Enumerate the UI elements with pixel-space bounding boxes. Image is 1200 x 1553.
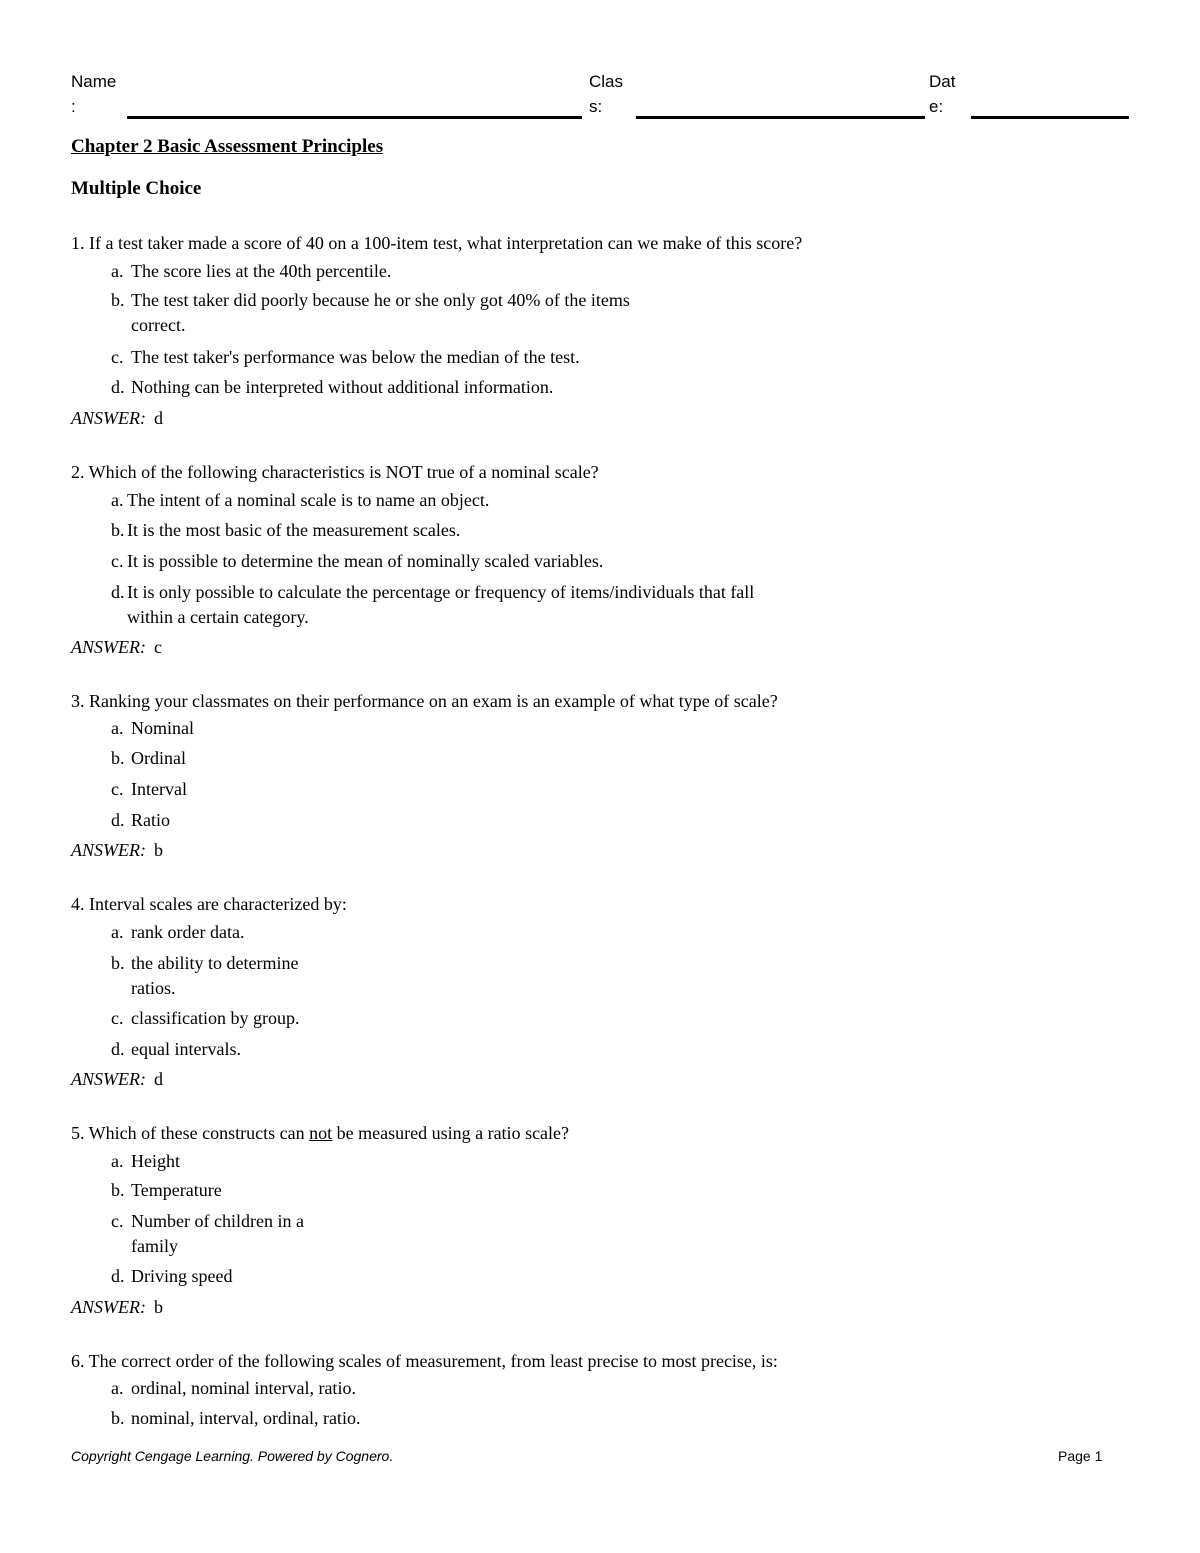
option-letter: b. — [111, 953, 125, 973]
question-3-stem: 3. Ranking your classmates on their performance on an exam is an example of what type of scale? — [71, 691, 778, 711]
stem-emphasis: not — [309, 1123, 333, 1143]
question-4-answer — [71, 1067, 163, 1091]
option-text: It is the most basic of the measurement scales. — [127, 520, 461, 540]
question-1-option-d[interactable] — [111, 375, 553, 400]
option-letter: b. — [111, 290, 125, 310]
question-1-stem: 1. If a test taker made a score of 40 on a 100-item test, what interpretation can we make of this score? — [71, 233, 803, 253]
section-title: Multiple Choice — [71, 178, 202, 199]
option-letter: b. — [111, 748, 125, 768]
question-3-option-b[interactable] — [111, 746, 186, 771]
question-4-stem: 4. Interval scales are characterized by: — [71, 894, 347, 914]
question-5-option-b[interactable] — [111, 1178, 222, 1203]
question-1-option-a[interactable] — [111, 259, 391, 284]
answer-value: c — [153, 637, 162, 657]
option-letter: b. — [111, 1180, 125, 1200]
option-letter: c. — [111, 1008, 124, 1028]
stem-text: be measured using a ratio scale? — [332, 1123, 570, 1143]
question-2-answer — [71, 635, 162, 659]
option-text: ordinal, nominal interval, ratio. — [131, 1378, 356, 1398]
class-label: Clas — [589, 72, 624, 91]
option-text: The test taker's performance was below the median of the test. — [131, 347, 580, 367]
option-letter: a. — [111, 718, 124, 738]
option-letter: a. — [111, 1378, 124, 1398]
answer-label: ANSWER: — [71, 408, 146, 428]
answer-value: b — [153, 1297, 163, 1317]
option-text: Number of children in a family — [131, 1211, 304, 1256]
option-text: Interval — [131, 779, 187, 799]
option-letter: b. — [111, 1408, 125, 1428]
answer-label: ANSWER: — [71, 1297, 146, 1317]
option-text: Temperature — [131, 1180, 222, 1200]
option-letter: c. — [111, 347, 124, 367]
answer-value: d — [153, 1069, 163, 1089]
option-letter: d. — [111, 377, 125, 397]
question-2-option-c[interactable] — [111, 549, 603, 574]
option-text: The test taker did poorly because he or she only got 40% of the items correct. — [131, 290, 630, 335]
answer-value: b — [153, 840, 163, 860]
option-letter: c. — [111, 779, 124, 799]
class-field-line[interactable] — [636, 116, 925, 119]
answer-label: ANSWER: — [71, 840, 146, 860]
option-text: Ordinal — [131, 748, 186, 768]
option-letter: d. — [111, 582, 125, 602]
option-text: It is possible to determine the mean of nominally scaled variables. — [127, 551, 604, 571]
question-5-answer — [71, 1295, 163, 1319]
option-text: classification by group. — [131, 1008, 300, 1028]
option-letter: d. — [111, 810, 125, 830]
page-number: Page 1 — [1058, 1448, 1103, 1464]
question-2-option-b[interactable] — [111, 518, 460, 543]
question-1-option-b[interactable] — [111, 288, 630, 338]
option-letter: a. — [111, 261, 124, 281]
question-4-option-c[interactable] — [111, 1006, 299, 1031]
question-6-option-a[interactable] — [111, 1376, 356, 1401]
option-text: Nominal — [131, 718, 194, 738]
answer-label: ANSWER: — [71, 637, 146, 657]
option-text: Driving speed — [131, 1266, 233, 1286]
copyright-footer: Copyright Cengage Learning. Powered by Cognero. — [71, 1448, 394, 1464]
option-letter: c. — [111, 551, 124, 571]
answer-label: ANSWER: — [71, 1069, 146, 1089]
option-text: Ratio — [131, 810, 170, 830]
question-4-option-a[interactable] — [111, 920, 244, 945]
question-5-option-c[interactable] — [111, 1209, 304, 1259]
name-label-colon: : — [71, 97, 76, 116]
option-text: Nothing can be interpreted without additional information. — [131, 377, 554, 397]
chapter-title: Chapter 2 Basic Assessment Principles — [71, 136, 384, 157]
question-6-option-b[interactable] — [111, 1406, 360, 1431]
question-2-stem: 2. Which of the following characteristics is NOT true of a nominal scale? — [71, 462, 599, 482]
option-text: The intent of a nominal scale is to name an object. — [127, 490, 490, 510]
question-5-option-d[interactable] — [111, 1264, 232, 1289]
option-text: It is only possible to calculate the percentage or frequency of items/individuals that fall within a certain category. — [127, 582, 755, 627]
option-text: the ability to determine ratios. — [131, 953, 299, 998]
question-4-option-d[interactable] — [111, 1037, 241, 1062]
date-label: Dat — [929, 72, 956, 91]
class-label-suffix: s: — [589, 97, 603, 116]
option-text: rank order data. — [131, 922, 245, 942]
name-field-line[interactable] — [127, 116, 582, 119]
question-6-stem: 6. The correct order of the following scales of measurement, from least precise to most precise, is: — [71, 1351, 778, 1371]
question-3-option-a[interactable] — [111, 716, 194, 741]
question-1-answer — [71, 406, 163, 430]
stem-text: 5. Which of these constructs can — [71, 1123, 310, 1143]
option-letter: d. — [111, 1039, 125, 1059]
option-text: Height — [131, 1151, 180, 1171]
option-letter: b. — [111, 520, 125, 540]
option-letter: c. — [111, 1211, 124, 1231]
question-3-answer — [71, 838, 163, 862]
name-label: Name — [71, 72, 117, 91]
answer-value: d — [153, 408, 163, 428]
question-1-option-c[interactable] — [111, 345, 580, 370]
option-letter: a. — [111, 490, 124, 510]
option-letter: a. — [111, 1151, 124, 1171]
option-text: equal intervals. — [131, 1039, 241, 1059]
option-text: The score lies at the 40th percentile. — [131, 261, 392, 281]
option-letter: a. — [111, 922, 124, 942]
question-3-option-d[interactable] — [111, 808, 170, 833]
option-text: nominal, interval, ordinal, ratio. — [131, 1408, 361, 1428]
question-2-option-d[interactable] — [111, 580, 754, 630]
question-5-stem — [71, 1121, 569, 1145]
date-label-suffix: e: — [929, 97, 944, 116]
question-3-option-c[interactable] — [111, 777, 187, 802]
question-4-option-b[interactable] — [111, 951, 298, 1001]
option-letter: d. — [111, 1266, 125, 1286]
question-2-option-a[interactable] — [111, 488, 489, 513]
date-field-line[interactable] — [971, 116, 1129, 119]
question-5-option-a[interactable] — [111, 1149, 180, 1174]
